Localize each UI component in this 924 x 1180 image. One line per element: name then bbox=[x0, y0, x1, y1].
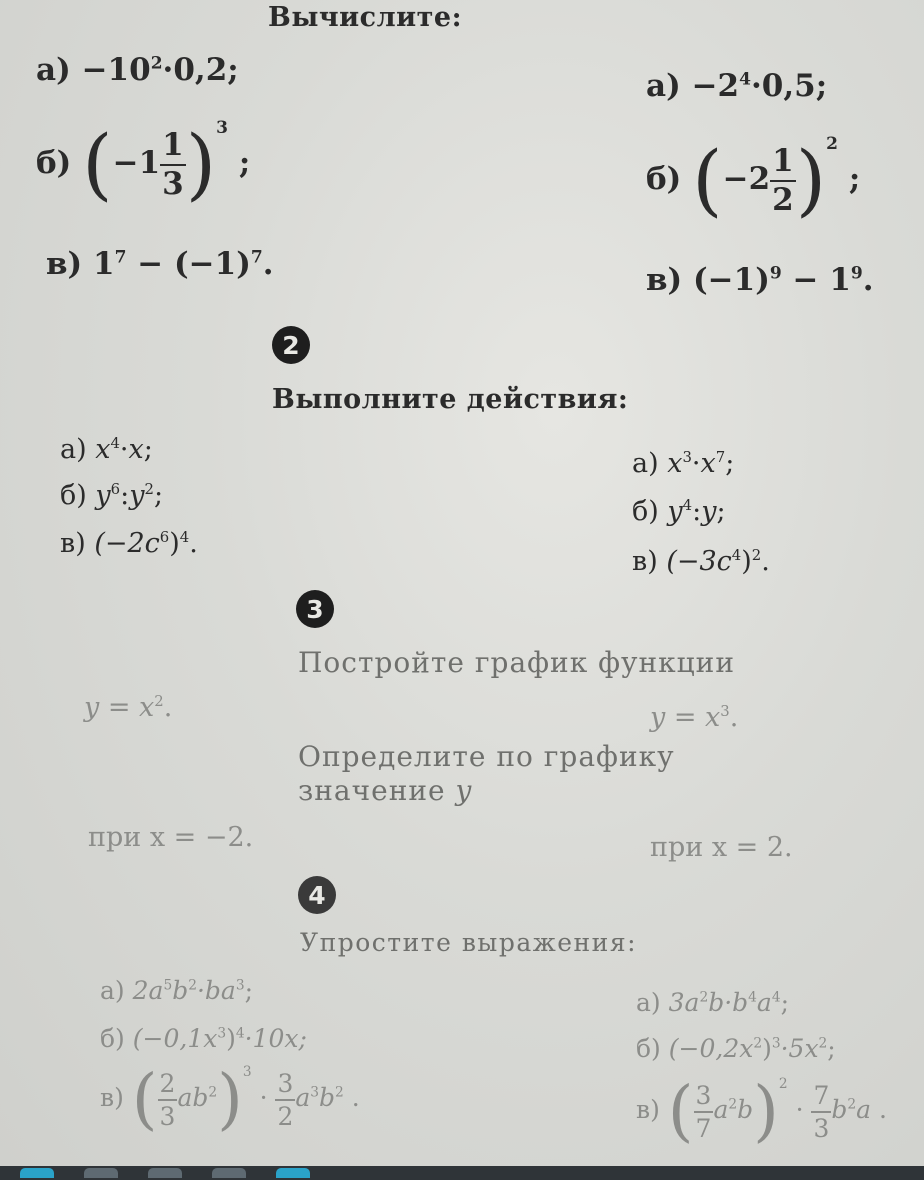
fraction: $\frac{3}{2}$ bbox=[277, 1068, 294, 1131]
task4-left-b: б) $(-0,1x^3)^4\cdot 10x$; bbox=[100, 1024, 307, 1053]
task2-right-v: в) $(-3c^4)^2$. bbox=[632, 546, 770, 577]
task1-left-b: б) (−1 $\frac{1}{3}$ )$^3$ ; bbox=[36, 118, 251, 210]
fraction: $\frac{1}{3}$ bbox=[162, 126, 184, 202]
task4-left-v: в) ( $\frac{2}{3}$ $ab^2)^3$ · $\frac{3}{2}$ $a^3b^2$ . bbox=[100, 1060, 360, 1138]
task4-number-badge: 4 bbox=[298, 876, 336, 914]
task1-left-v: в) $1^7 - (-1)^7$. bbox=[46, 246, 274, 282]
task4-left-a: а) $2a^5b^2\cdot ba^3$; bbox=[100, 976, 253, 1005]
task2-right-a: а) $x^3\cdot x^7$; bbox=[632, 448, 735, 479]
task3-left-condition: при x = −2. bbox=[88, 822, 254, 853]
task1-heading: Вычислите: bbox=[268, 2, 463, 33]
task2-left-v: в) $(-2c^6)^4$. bbox=[60, 528, 198, 559]
task2-left-a: а) $x^4\cdot x$; bbox=[60, 434, 153, 465]
task4-right-b: б) $(-0,2x^2)^3\cdot 5x^2$; bbox=[636, 1034, 836, 1063]
app-icon[interactable] bbox=[276, 1168, 310, 1178]
task3-question-line2: значение y bbox=[298, 774, 473, 807]
task1-right-a: $а) -2^4\cdot 0,5$; bbox=[646, 68, 828, 104]
app-icon[interactable] bbox=[84, 1168, 118, 1178]
task4-heading: Упростите выражения: bbox=[300, 928, 638, 957]
task2-number-badge: 2 bbox=[272, 326, 310, 364]
start-icon[interactable] bbox=[20, 1168, 54, 1178]
app-icon[interactable] bbox=[148, 1168, 182, 1178]
task2-left-b: б) $y^6:y^2$; bbox=[60, 480, 164, 511]
task1-right-b: б) (−2 $\frac{1}{2}$ )$^2$ ; bbox=[646, 134, 861, 226]
task1-left-a: $а) -10^2\cdot 0,2$; bbox=[36, 52, 239, 88]
task3-right-condition: при x = 2. bbox=[650, 832, 793, 863]
app-icon[interactable] bbox=[212, 1168, 246, 1178]
task2-right-b: б) $y^4:y$; bbox=[632, 496, 726, 527]
task3-left-function: $y = x^2$. bbox=[84, 692, 173, 723]
fraction: $\frac{1}{2}$ bbox=[772, 142, 794, 218]
fraction: $\frac{7}{3}$ bbox=[813, 1080, 830, 1143]
task3-number-badge: 3 bbox=[296, 590, 334, 628]
fraction: $\frac{2}{3}$ bbox=[159, 1068, 176, 1131]
fraction: $\frac{3}{7}$ bbox=[695, 1080, 712, 1143]
task2-heading: Выполните действия: bbox=[272, 384, 629, 415]
task3-heading: Постройте график функции bbox=[298, 646, 735, 679]
task4-right-a: а) $3a^2b\cdot b^4a^4$; bbox=[636, 988, 789, 1017]
task3-question-line1: Определите по графику bbox=[298, 740, 675, 773]
task4-right-v: в) ( $\frac{3}{7}$ $a^2b)^2$ · $\frac{7}{3}$ $b^2a$ . bbox=[636, 1072, 887, 1150]
task1-right-v: в) $(-1)^9 - 1^9$. bbox=[646, 262, 874, 298]
task3-right-function: $y = x^3$. bbox=[650, 702, 739, 733]
taskbar bbox=[0, 1166, 924, 1180]
